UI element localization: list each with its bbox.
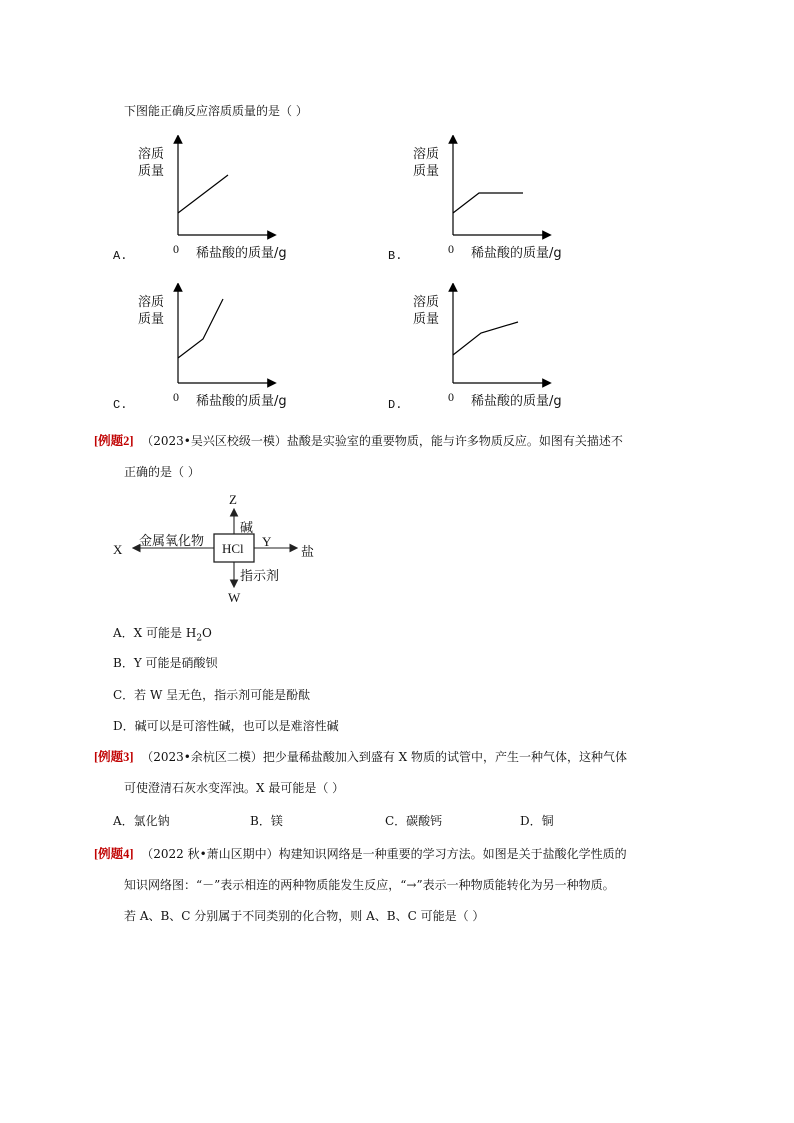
graph-c-plot: [168, 283, 278, 393]
ex3-stem-line1: （2023•余杭区二模）把少量稀盐酸加入到盛有 X 物质的试管中，产生一种气体，这种气体: [141, 750, 628, 764]
edge-top-label: 碱: [240, 521, 254, 536]
ex3-tag: [例题3]: [94, 750, 134, 764]
edge-bottom-label: 指示剂: [240, 569, 280, 584]
graph-a-letter: A.: [113, 249, 128, 263]
ex2-option-c: C．若 W 呈无色，指示剂可能是酚酞: [113, 688, 311, 702]
graph-d-ylabel-1: 溶质: [413, 295, 440, 310]
ex4-line1: [94, 847, 627, 861]
graph-b-origin: 0: [448, 242, 454, 256]
graph-d-origin: 0: [448, 390, 454, 404]
graph-c-xlabel: 稀盐酸的质量/g: [196, 394, 287, 409]
ex2-option-a: A．X 可能是 $H_2O$: [113, 626, 212, 644]
graph-b-plot: [443, 135, 553, 245]
ex3-option-b: B．镁: [250, 814, 283, 828]
ex3-line1: [94, 750, 627, 764]
graph-b-curve: [453, 193, 523, 213]
graph-a-origin: 0: [173, 242, 179, 256]
ex4-stem-line2: 知识网络图：“－”表示相连的两种物质能发生反应，“→”表示一种物质能转化为另一种物质。: [124, 878, 615, 892]
graph-b-xlabel: 稀盐酸的质量/g: [471, 246, 562, 261]
ex2-line1: [94, 434, 623, 448]
ex2-option-d: D．碱可以是可溶性碱，也可以是难溶性碱: [113, 719, 339, 733]
ex3-option-d: D．铜: [520, 814, 554, 828]
ex2-stem-line1: （2023•吴兴区校级一模）盐酸是实验室的重要物质，能与许多物质反应。如图有关描述不: [141, 434, 623, 448]
ex4-tag: [例题4]: [94, 847, 134, 861]
ex2-option-b: B．Y 可能是硝酸钡: [113, 656, 218, 670]
ex3-option-a: A．氯化钠: [113, 814, 170, 828]
q1-stem: 下图能正确反应溶质质量的是（ ）: [124, 104, 308, 118]
node-w: W: [228, 590, 241, 605]
graph-b-ylabel-1: 溶质: [413, 147, 440, 162]
graph-c-ylabel-2: 质量: [138, 312, 165, 327]
graph-a-xlabel: 稀盐酸的质量/g: [196, 246, 287, 261]
hcl-label: HCl: [222, 541, 244, 556]
graph-c-origin: 0: [173, 390, 179, 404]
graph-d-xlabel: 稀盐酸的质量/g: [471, 394, 562, 409]
edge-left-label: 金属氧化物: [139, 534, 205, 549]
graph-c-ylabel-1: 溶质: [138, 295, 165, 310]
ex3-option-c: C．碳酸钙: [385, 814, 443, 828]
node-right: 盐: [301, 545, 315, 560]
node-z: Z: [229, 492, 237, 507]
ex4-stem-line3: 若 A、B、C 分别属于不同类别的化合物，则 A、B、C 可能是（ ）: [124, 909, 485, 923]
graph-c-letter: C.: [113, 398, 128, 412]
node-x: X: [113, 542, 123, 557]
graph-d-curve: [453, 322, 518, 355]
graph-a-curve: [178, 175, 228, 213]
ex2-stem-line2: 正确的是（ ）: [124, 465, 200, 479]
graph-a-ylabel-1: 溶质: [138, 147, 165, 162]
graph-d-plot: [443, 283, 553, 393]
ex3-stem-line2: 可使澄清石灰水变浑浊。X 最可能是（ ）: [124, 781, 345, 795]
edge-right-label: Y: [262, 534, 272, 549]
ex2-tag: [例题2]: [94, 434, 134, 448]
graph-b-letter: B.: [388, 249, 403, 263]
graph-a-ylabel-2: 质量: [138, 164, 165, 179]
graph-d-ylabel-2: 质量: [413, 312, 440, 327]
ex4-stem-line1: （2022 秋•萧山区期中）构建知识网络是一种重要的学习方法。如图是关于盐酸化学性质的: [141, 847, 627, 861]
graph-a-plot: [168, 135, 278, 245]
graph-c-curve: [178, 299, 223, 358]
graph-d-letter: D.: [388, 398, 403, 412]
graph-b-ylabel-2: 质量: [413, 164, 440, 179]
